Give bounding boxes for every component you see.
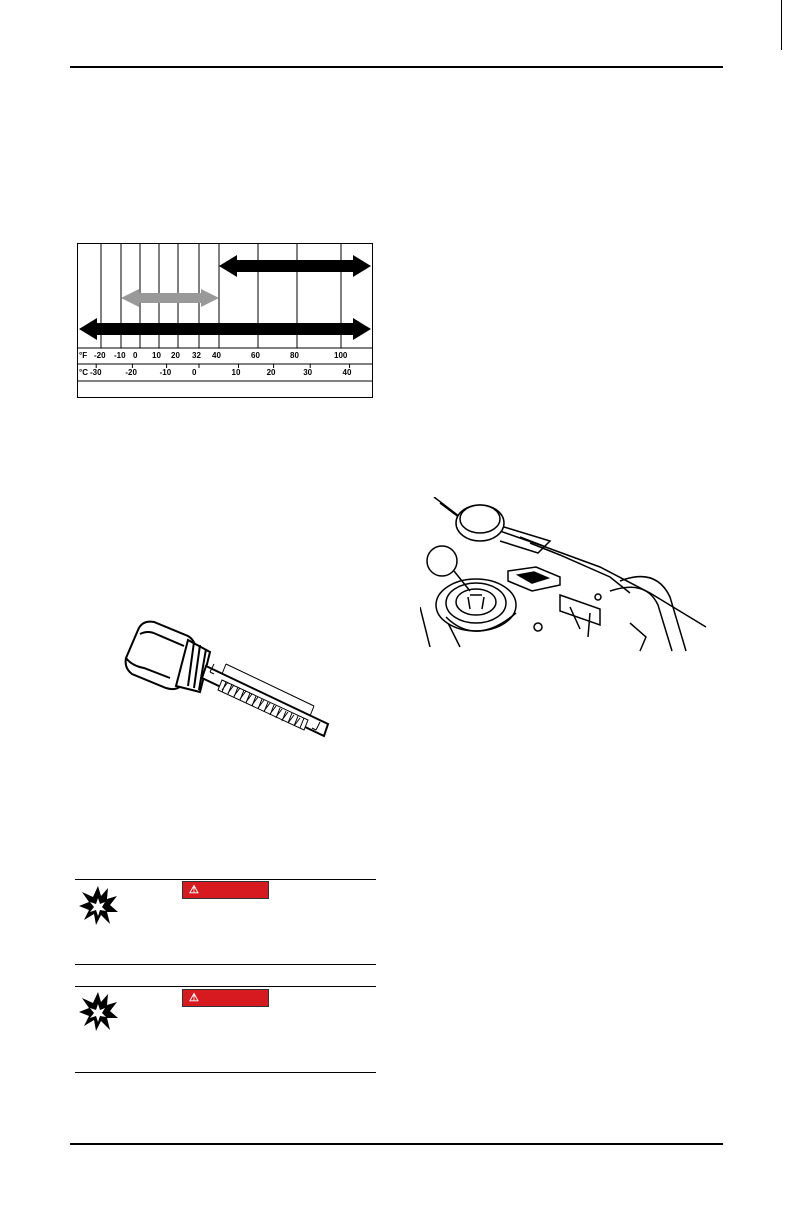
celsius-tick-label: 20 xyxy=(266,368,276,377)
fahrenheit-unit-label: °F xyxy=(79,351,88,360)
dipstick-figure xyxy=(118,612,343,747)
oil-fill-cap-drawing xyxy=(420,497,710,652)
celsius-tick-label: -20 xyxy=(125,368,137,377)
header-rule xyxy=(70,66,723,68)
celsius-tick-label: -10 xyxy=(159,368,172,377)
celsius-tick-label: 40 xyxy=(342,368,352,377)
oil-temperature-chart xyxy=(77,243,373,398)
temperature-chart-svg xyxy=(77,243,373,398)
hazard-divider-bottom-1 xyxy=(75,964,376,965)
dipstick-drawing xyxy=(118,612,343,747)
celsius-tick-label: 0 xyxy=(192,368,197,377)
fahrenheit-tick-label: 80 xyxy=(290,351,299,360)
fahrenheit-tick-label: 32 xyxy=(192,351,201,360)
hazard-divider-top-1 xyxy=(75,879,376,880)
fahrenheit-tick-label: 60 xyxy=(251,351,260,360)
footer-rule xyxy=(70,1143,723,1145)
fahrenheit-tick-label: 0 xyxy=(133,351,138,360)
celsius-tick-label: -30 xyxy=(90,368,102,377)
cut-mark-top xyxy=(781,0,782,50)
fahrenheit-tick-label: 40 xyxy=(212,351,221,360)
hazard-divider-top-2 xyxy=(75,986,376,987)
fahrenheit-tick-label: -20 xyxy=(94,351,106,360)
warning-triangle-icon: ⚠ xyxy=(189,991,199,1004)
fahrenheit-tick-label: -10 xyxy=(114,351,126,360)
celsius-tick-label: 30 xyxy=(303,368,313,377)
fahrenheit-tick-label: 100 xyxy=(334,351,348,360)
explosion-icon xyxy=(78,884,118,926)
celsius-tick-label: 10 xyxy=(231,368,241,377)
hazard-divider-bottom-2 xyxy=(75,1072,376,1073)
danger-badge xyxy=(182,989,269,1007)
fahrenheit-tick-label: 10 xyxy=(152,351,161,360)
oil-fill-figure xyxy=(420,497,710,652)
danger-badge xyxy=(182,881,269,899)
celsius-unit-label: °C xyxy=(79,368,88,377)
fahrenheit-tick-label: 20 xyxy=(171,351,180,360)
warning-triangle-icon: ⚠ xyxy=(189,883,199,896)
explosion-icon xyxy=(78,990,118,1032)
